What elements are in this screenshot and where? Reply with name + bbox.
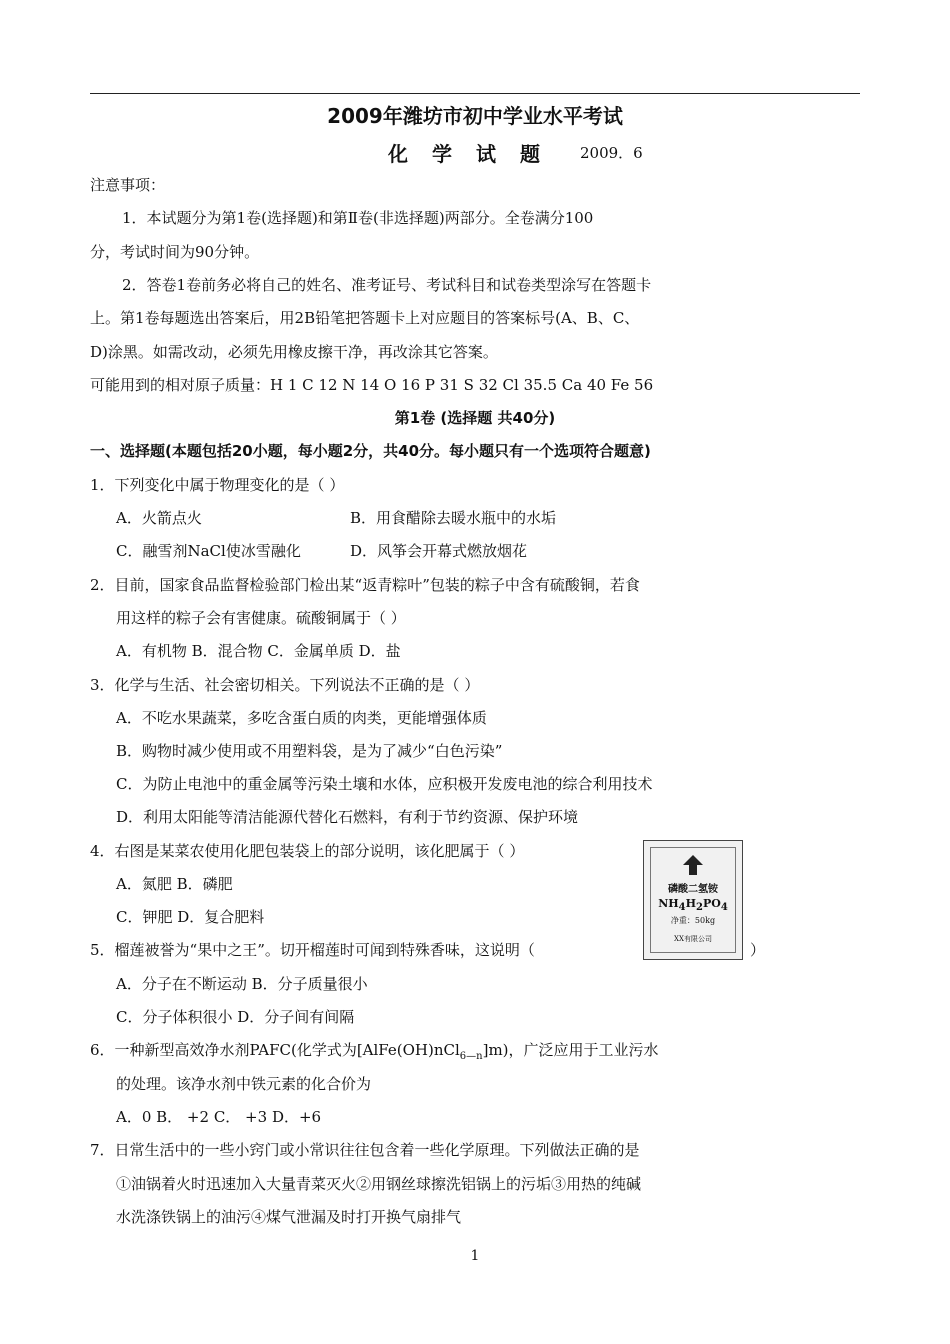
fertilizer-formula: $NH_4H_2PO_4$ bbox=[658, 897, 728, 914]
notice-line: 1．本试题分为第1卷(选择题)和第Ⅱ卷(非选择题)两部分。全卷满分100 bbox=[122, 209, 594, 227]
question-stem: 用这样的粽子会有害健康。硫酸铜属于（ ） bbox=[116, 609, 406, 627]
option-d: D．风筝会开幕式燃放烟花 bbox=[350, 542, 528, 560]
question-stem: 7．日常生活中的一些小窍门或小常识往往包含着一些化学原理。下列做法正确的是 bbox=[90, 1141, 640, 1159]
question-stem: ①油锅着火时迅速加入大量青菜灭火②用钢丝球擦洗铝锅上的污垢③用热的纯碱 bbox=[116, 1175, 642, 1193]
question-stem: 5．榴莲被誉为“果中之王”。切开榴莲时可闻到特殊香味，这说明（ bbox=[90, 941, 535, 959]
option-b: B．用食醋除去暖水瓶中的水垢 bbox=[350, 509, 557, 527]
options-row: C．钾肥 D．复合肥料 bbox=[116, 908, 265, 926]
option-b: B．购物时减少使用或不用塑料袋，是为了减少“白色污染” bbox=[116, 742, 503, 760]
fertilizer-name: 磷酸二氢铵 bbox=[668, 884, 718, 895]
question-paren-close: ） bbox=[750, 941, 766, 959]
question-stem bbox=[90, 1040, 659, 1067]
option-c: C．融雪剂NaCl使冰雪融化 bbox=[116, 542, 301, 560]
up-arrow-icon bbox=[681, 854, 705, 876]
notice-line: D)涂黑。如需改动，必须先用橡皮擦干净，再改涂其它答案。 bbox=[90, 343, 498, 361]
option-c: C．为防止电池中的重金属等污染土壤和水体，应积极开发废电池的综合利用技术 bbox=[116, 775, 653, 793]
subject-char: 学 bbox=[432, 142, 452, 166]
option-a: A．火箭点火 bbox=[116, 509, 202, 527]
fertilizer-label-figure bbox=[643, 840, 743, 960]
question-stem: 水洗涤铁锅上的油污④煤气泄漏及时打开换气扇排气 bbox=[116, 1208, 462, 1226]
question-stem: 2．目前，国家食品监督检验部门检出某“返青粽叶”包装的粽子中含有硫酸铜，若食 bbox=[90, 576, 640, 594]
subject-char: 题 bbox=[520, 142, 540, 166]
question-stem: 4．右图是某菜农使用化肥包装袋上的部分说明，该化肥属于（ ） bbox=[90, 842, 525, 860]
section-title: 第1卷 (选择题 共40分) bbox=[394, 409, 556, 427]
option-d: D．利用太阳能等清洁能源代替化石燃料，有利于节约资源、保护环境 bbox=[116, 808, 579, 826]
subject-char: 试 bbox=[476, 142, 496, 166]
options-row: A．0 B． +2 C． +3 D．+6 bbox=[116, 1108, 322, 1126]
stem-text: ]m)，广泛应用于工业污水 bbox=[482, 1041, 659, 1059]
fertilizer-company: XX有限公司 bbox=[674, 935, 712, 944]
page-number: 1 bbox=[470, 1248, 480, 1264]
atomic-masses: 可能用到的相对原子质量：H 1 C 12 N 14 O 16 P 31 S 32 Cl 35.5 Ca 40 Fe 56 bbox=[90, 376, 654, 394]
exam-subject bbox=[388, 138, 564, 167]
stem-text: 6．一种新型高效净水剂PAFC(化学式为[AlFe(OH)nCl bbox=[90, 1041, 460, 1059]
options-row: A．氮肥 B．磷肥 bbox=[116, 875, 233, 893]
subject-char: 化 bbox=[388, 142, 408, 166]
header-rule bbox=[90, 93, 860, 94]
notice-line: 分，考试时间为90分钟。 bbox=[90, 243, 260, 261]
notice-line: 上。第1卷每题选出答案后，用2B铅笔把答题卡上对应题目的答案标号(A、B、C、 bbox=[90, 309, 640, 327]
options-row: A．有机物 B．混合物 C．金属单质 D．盐 bbox=[116, 642, 401, 660]
question-stem: 1．下列变化中属于物理变化的是（ ） bbox=[90, 476, 345, 494]
option-a: A．不吃水果蔬菜，多吃含蛋白质的肉类，更能增强体质 bbox=[116, 709, 487, 727]
exam-title: 2009年潍坊市初中学业水平考试 bbox=[327, 104, 623, 128]
fertilizer-net-weight: 净重：50kg bbox=[670, 916, 716, 926]
question-stem: 3．化学与生活、社会密切相关。下列说法不正确的是（ ） bbox=[90, 676, 480, 694]
part-heading: 一、选择题(本题包括20小题，每小题2分，共40分。每小题只有一个选项符合题意) bbox=[90, 442, 651, 460]
notice-line: 2．答卷1卷前务必将自己的姓名、准考证号、考试科目和试卷类型涂写在答题卡 bbox=[122, 276, 652, 294]
options-row: C．分子体积很小 D．分子间有间隔 bbox=[116, 1008, 355, 1026]
question-stem: 的处理。该净水剂中铁元素的化合价为 bbox=[116, 1075, 372, 1093]
stem-subscript: 6—n bbox=[459, 1051, 483, 1062]
notice-heading: 注意事项： bbox=[90, 176, 166, 194]
exam-date: 2009．6 bbox=[580, 144, 643, 162]
options-row: A．分子在不断运动 B．分子质量很小 bbox=[116, 975, 368, 993]
